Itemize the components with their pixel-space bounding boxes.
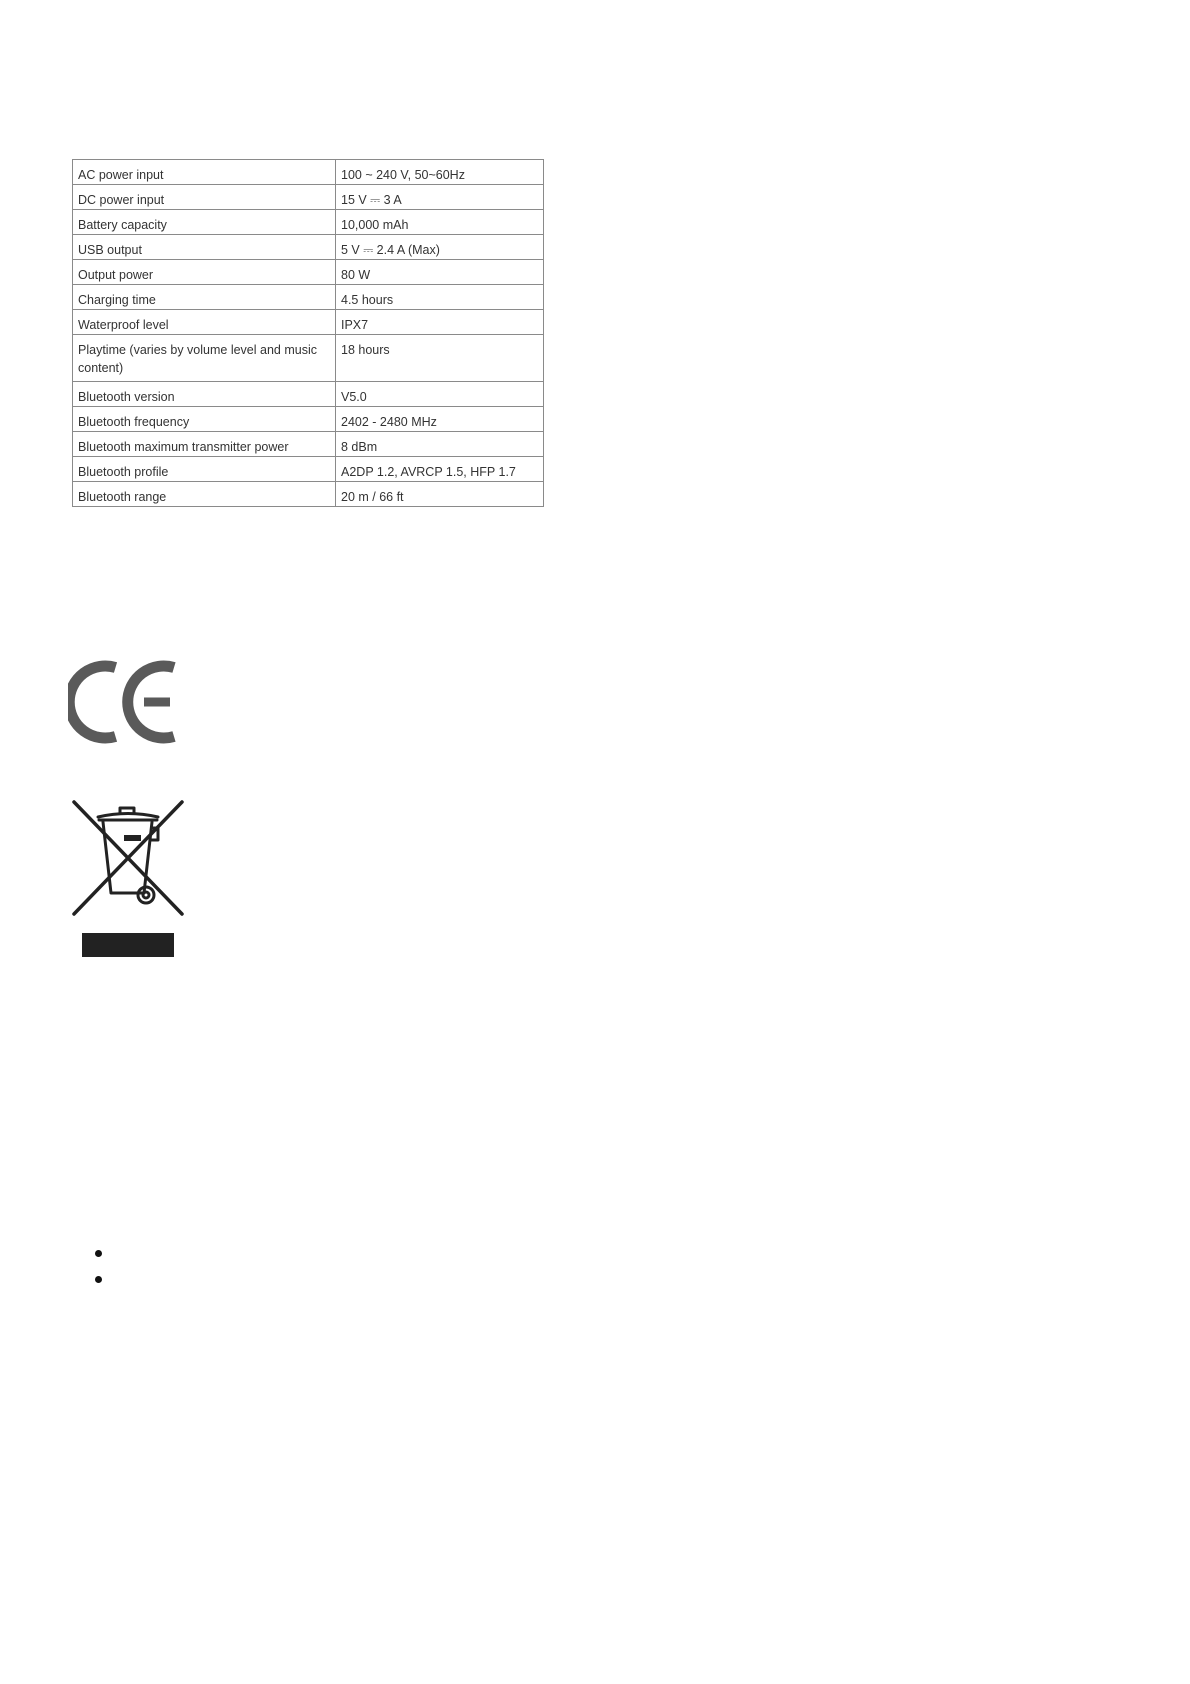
spec-value: 4.5 hours [336,285,544,310]
spec-label: Bluetooth maximum transmitter power [73,432,336,457]
spec-value: 100 ~ 240 V, 50~60Hz [336,160,544,185]
bullet-dot [95,1250,102,1257]
bullet-dot [95,1276,102,1283]
specifications-table [72,159,544,507]
table-row [73,185,544,210]
table-row [73,260,544,285]
spec-label: Battery capacity [73,210,336,235]
spec-label: DC power input [73,185,336,210]
spec-value: 10,000 mAh [336,210,544,235]
spec-value: 20 m / 66 ft [336,482,544,507]
spec-value: 15 V ⎓ 3 A [336,185,544,210]
table-row [73,407,544,432]
table-row [73,285,544,310]
spec-label: Playtime (varies by volume level and music content) [73,335,336,382]
crossed-out-wheelie-bin-icon [72,800,184,958]
table-row [73,432,544,457]
spec-value: 2402 - 2480 MHz [336,407,544,432]
spec-value: 8 dBm [336,432,544,457]
spec-label: USB output [73,235,336,260]
table-row [73,335,544,382]
table-row [73,382,544,407]
spec-label: Output power [73,260,336,285]
spec-label: Charging time [73,285,336,310]
spec-label: Bluetooth frequency [73,407,336,432]
ce-mark-icon [68,660,182,744]
spec-label: AC power input [73,160,336,185]
spec-label: Waterproof level [73,310,336,335]
spec-label: Bluetooth profile [73,457,336,482]
spec-value: 18 hours [336,335,544,382]
spec-value: 80 W [336,260,544,285]
spec-value: V5.0 [336,382,544,407]
spec-value: 5 V ⎓ 2.4 A (Max) [336,235,544,260]
spec-label: Bluetooth version [73,382,336,407]
table-row [73,210,544,235]
table-row [73,482,544,507]
table-row [73,160,544,185]
spec-value: IPX7 [336,310,544,335]
table-row [73,310,544,335]
table-row [73,457,544,482]
spec-value: A2DP 1.2, AVRCP 1.5, HFP 1.7 [336,457,544,482]
spec-label: Bluetooth range [73,482,336,507]
table-row [73,235,544,260]
